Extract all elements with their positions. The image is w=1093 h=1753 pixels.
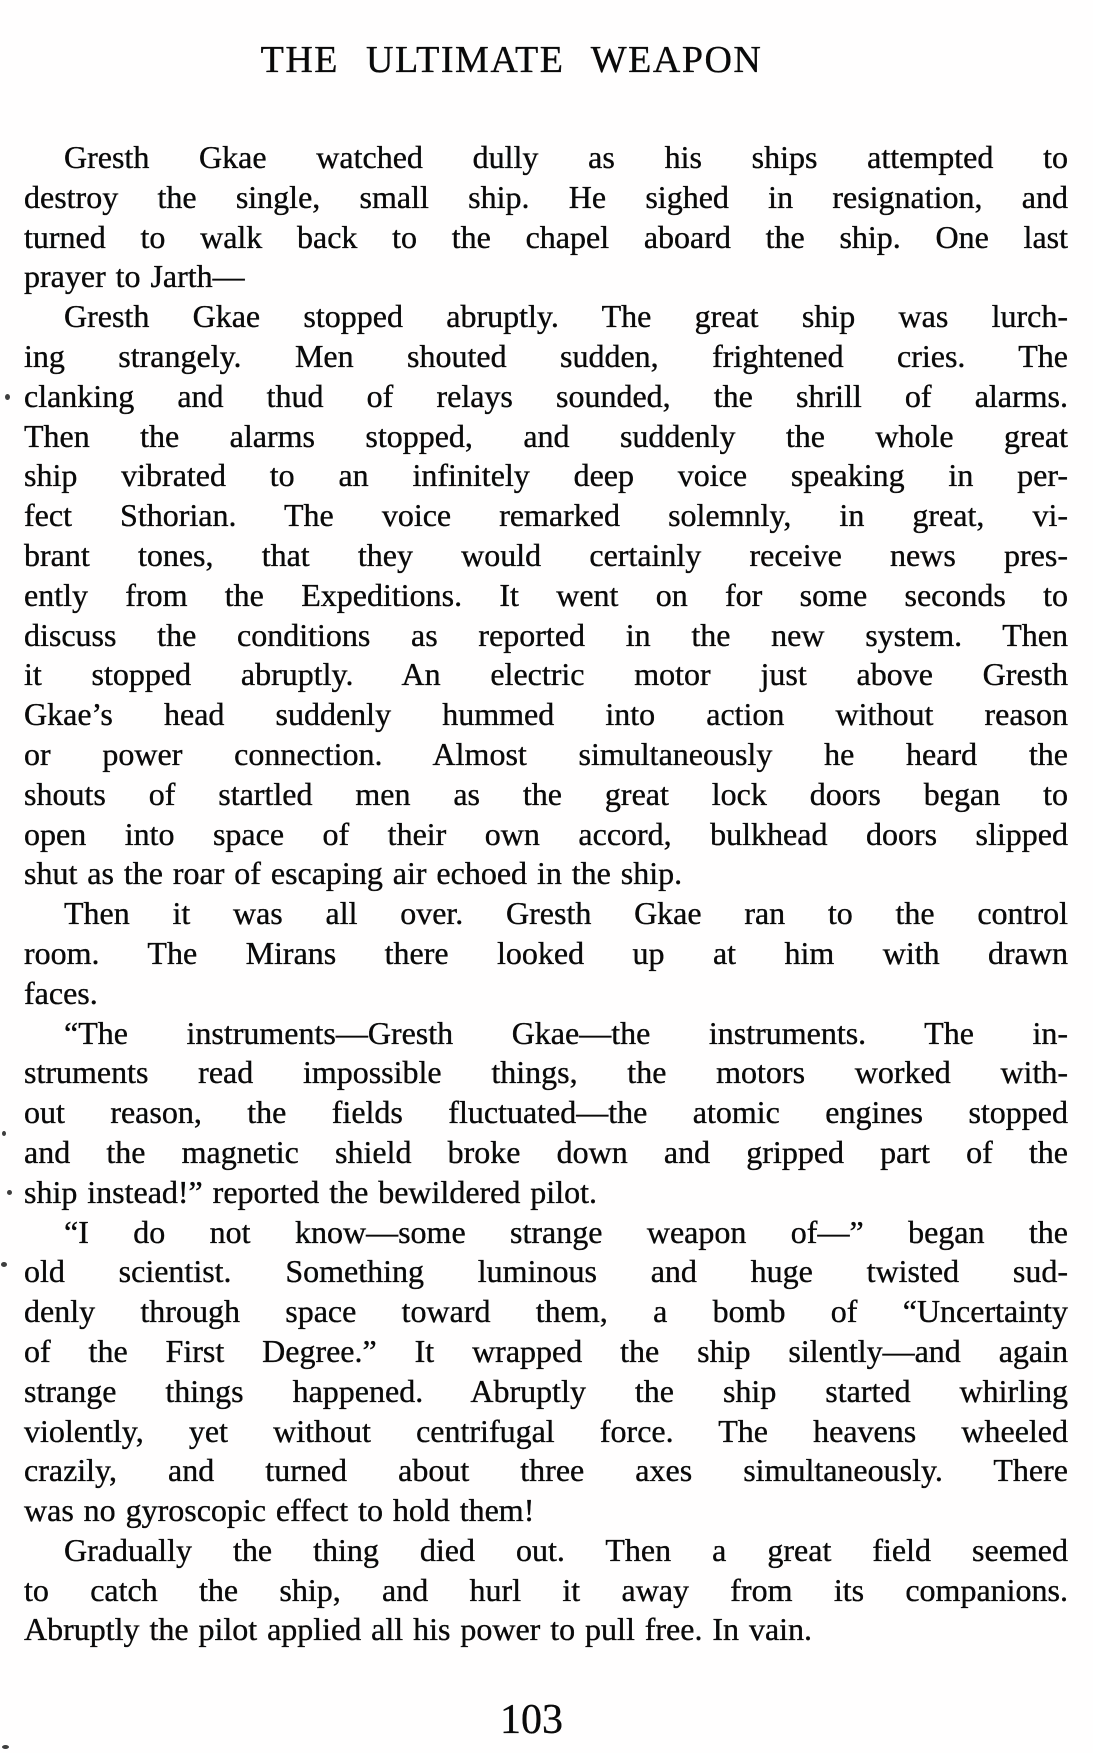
paragraph: [24, 138, 1068, 297]
scan-speckle: [5, 394, 10, 400]
text-line: it stopped abruptly. An electric motor just above Gresth: [24, 656, 1068, 693]
paragraph: [24, 1014, 1068, 1213]
scan-speckle: [1, 1262, 7, 1267]
page-number: 103: [500, 1697, 563, 1743]
text-line: shut as the roar of escaping air echoed in the ship.: [24, 855, 683, 892]
text-line: prayer to Jarth—: [24, 258, 245, 295]
paragraph: [24, 1213, 1068, 1531]
text-line: “I do not know—some strange weapon of—” began the: [64, 1213, 1068, 1250]
text-line: ship vibrated to an infinitely deep voice speaking in per-: [24, 457, 1068, 494]
text-line: ently from the Expeditions. It went on for some seconds to: [24, 576, 1068, 613]
text-line: faces.: [24, 974, 98, 1011]
page-title: THE ULTIMATE WEAPON: [260, 39, 763, 81]
paragraph: [24, 297, 1068, 894]
text-line: ing strangely. Men shouted sudden, frightened cries. The: [24, 337, 1068, 374]
text-block: [24, 138, 1068, 1650]
text-line: shouts of startled men as the great lock doors began to: [24, 775, 1068, 812]
text-line: discuss the conditions as reported in the new system. Then: [24, 616, 1068, 653]
text-line: Gkae’s head suddenly hummed into action without reason: [24, 696, 1068, 733]
text-line: crazily, and turned about three axes simultaneously. There: [24, 1452, 1068, 1489]
text-line: Abruptly the pilot applied all his power to pull free. In vain.: [24, 1611, 813, 1648]
text-line: of the First Degree.” It wrapped the ship silently—and again: [24, 1332, 1068, 1369]
text-line: clanking and thud of relays sounded, the shrill of alarms.: [24, 377, 1068, 414]
text-line: was no gyroscopic effect to hold them!: [24, 1492, 535, 1529]
scan-speckle: [7, 1190, 12, 1195]
text-line: room. The Mirans there looked up at him with drawn: [24, 934, 1068, 971]
text-line: and the magnetic shield broke down and gripped part of the: [24, 1133, 1068, 1170]
text-line: to catch the ship, and hurl it away from its companions.: [24, 1571, 1068, 1608]
text-line: brant tones, that they would certainly receive news pres-: [24, 536, 1068, 573]
text-line: strange things happened. Abruptly the ship started whirling: [24, 1372, 1068, 1409]
text-line: or power connection. Almost simultaneously he heard the: [24, 735, 1068, 772]
paragraph: [24, 894, 1068, 1013]
text-line: Gresth Gkae stopped abruptly. The great ship was lurch-: [64, 298, 1068, 335]
text-line: destroy the single, small ship. He sighed in resignation, and: [24, 178, 1068, 215]
text-line: open into space of their own accord, bulkhead doors slipped: [24, 815, 1068, 852]
text-line: Gresth Gkae watched dully as his ships attempted to: [64, 139, 1068, 175]
text-line: “The instruments—Gresth Gkae—the instruments. The in-: [64, 1014, 1068, 1051]
text-line: ship instead!” reported the bewildered pilot.: [24, 1173, 597, 1210]
text-line: old scientist. Something luminous and huge twisted sud-: [24, 1253, 1068, 1290]
scan-speckle: [2, 1131, 6, 1136]
text-line: Then the alarms stopped, and suddenly the whole great: [24, 417, 1068, 454]
paragraph: [24, 1531, 1068, 1650]
text-line: turned to walk back to the chapel aboard the ship. One last: [24, 218, 1068, 255]
text-line: Then it was all over. Gresth Gkae ran to the control: [64, 895, 1068, 932]
text-line: violently, yet without centrifugal force. The heavens wheeled: [24, 1412, 1068, 1449]
text-line: denly through space toward them, a bomb of “Uncertainty: [24, 1293, 1068, 1330]
scan-speckle: [2, 1745, 9, 1749]
text-line: out reason, the fields fluctuated—the atomic engines stopped: [24, 1094, 1068, 1131]
text-line: Gradually the thing died out. Then a great field seemed: [64, 1531, 1068, 1568]
text-line: struments read impossible things, the motors worked with-: [24, 1054, 1068, 1091]
text-line: fect Sthorian. The voice remarked solemnly, in great, vi-: [24, 497, 1068, 534]
